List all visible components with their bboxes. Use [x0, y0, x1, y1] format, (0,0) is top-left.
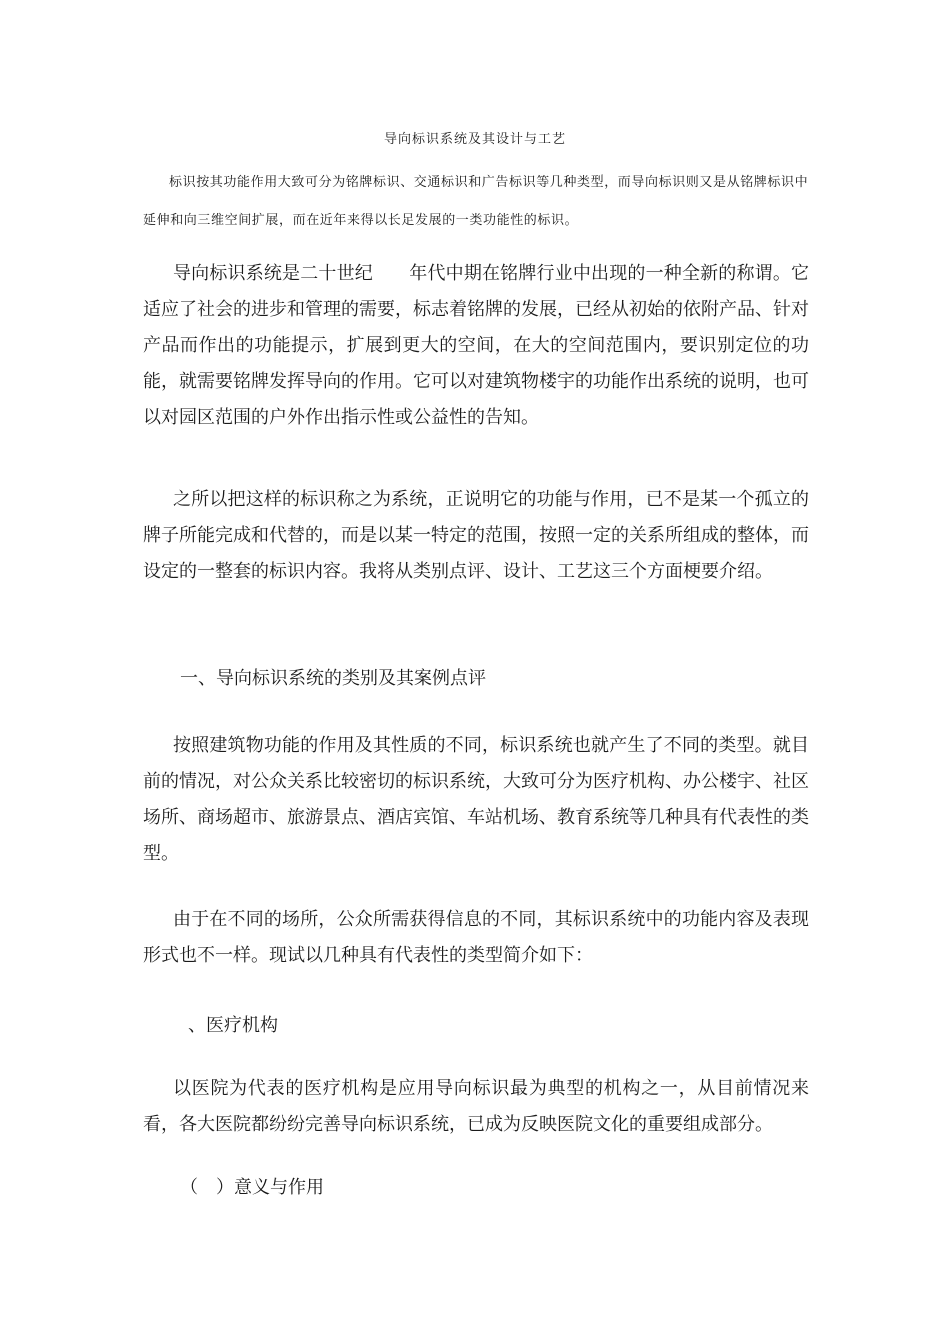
paragraph-4: 由于在不同的场所，公众所需获得信息的不同，其标识系统中的功能内容及表现形式也不一样。现试以几种具有代表性的类型简介如下：: [143, 909, 809, 966]
paragraph-1: 导向标识系统是二十世纪 年代中期在铭牌行业中出现的一种全新的称谓。它适应了社会的进步和管理的需要，标志着铭牌的发展，已经从初始的依附产品、针对产品而作出的功能提示，扩展到更大的空间，在大的空间范围内，要识别定位的功能，就需要铭牌发挥导向的作用。它可以对建筑物楼宇的功能作出系统的说明，也可以对园区范围的户外作出指示性或公益性的告知。: [143, 263, 809, 428]
document-title: 导向标识系统及其设计与工艺: [383, 132, 566, 147]
sub-subsection-heading: （ ）意义与作用: [180, 1177, 324, 1198]
subsection-heading: 、医疗机构: [188, 1015, 278, 1036]
section-heading: 一、导向标识系统的类别及其案例点评: [180, 668, 486, 689]
intro-paragraph: 标识按其功能作用大致可分为铭牌标识、交通标识和广告标识等几种类型，而导向标识则又是从铭牌标识中延伸和向三维空间扩展，而在近年来得以长足发展的一类功能性的标识。: [143, 175, 809, 228]
paragraph-2: 之所以把这样的标识称之为系统，正说明它的功能与作用，已不是某一个孤立的牌子所能完成和代替的，而是以某一特定的范围，按照一定的关系所组成的整体，而设定的一整套的标识内容。我将从类别点评、设计、工艺这三个方面梗要介绍。: [143, 489, 809, 582]
paragraph-5: 以医院为代表的医疗机构是应用导向标识最为典型的机构之一，从目前情况来看，各大医院都纷纷完善导向标识系统，已成为反映医院文化的重要组成部分。: [143, 1078, 809, 1135]
paragraph-3: 按照建筑物功能的作用及其性质的不同，标识系统也就产生了不同的类型。就目前的情况，对公众关系比较密切的标识系统，大致可分为医疗机构、办公楼宇、社区场所、商场超市、旅游景点、酒店宾馆、车站机场、教育系统等几种具有代表性的类型。: [143, 735, 809, 864]
